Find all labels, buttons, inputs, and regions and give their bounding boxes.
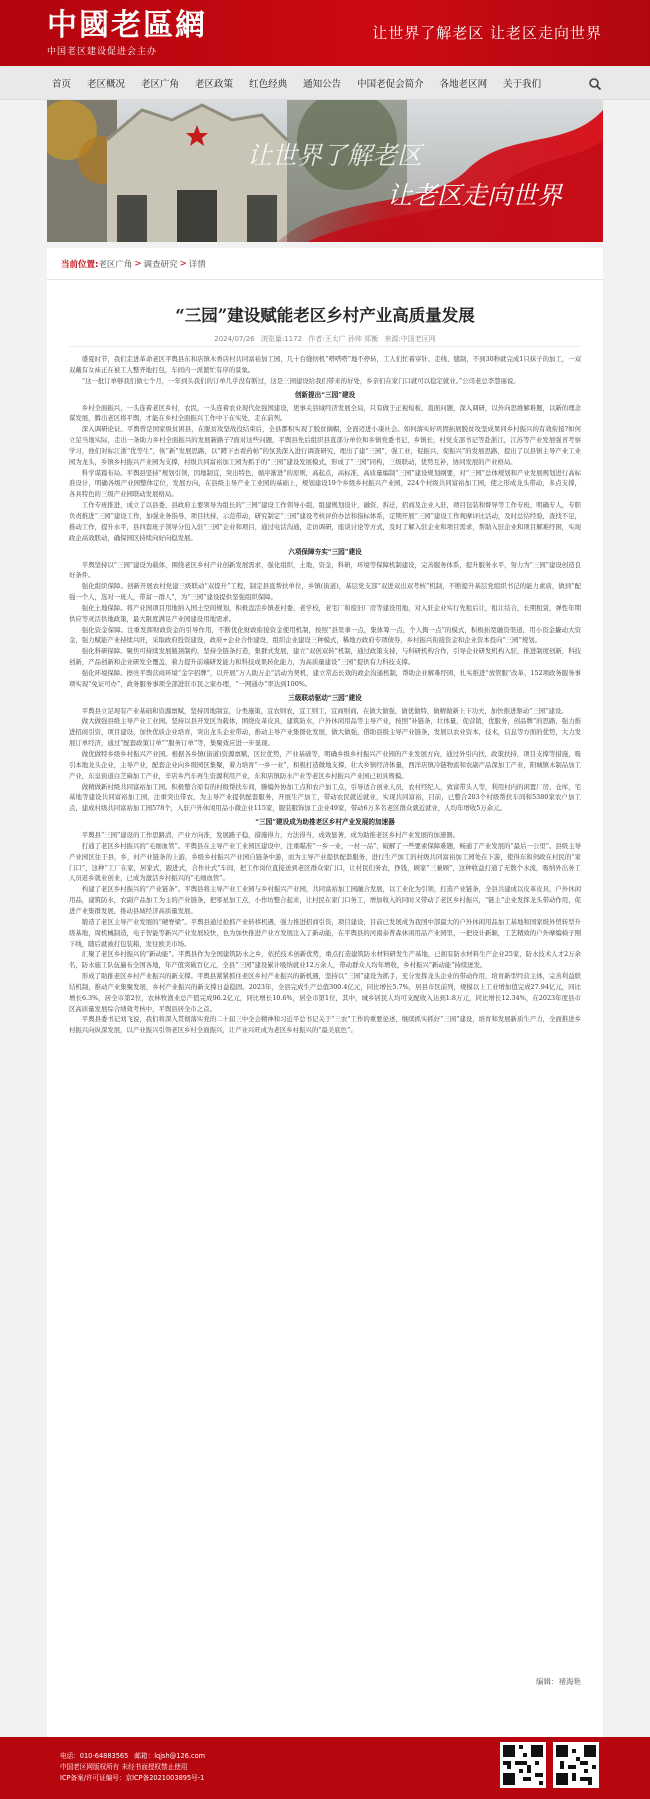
paragraph: 汇聚了老区乡村振兴的“新动能”。平舆县作为全国建筑防水之乡，依托技术创新优势，重点打造建筑防水材料研发生产基地，已拥有防水材料生产企业25家，防水技术人才2万余名，防水施工队伍遍布全国各地，年产值突破百亿元，全县“三园”建设累计吸纳就业12万余人，带动群众人均年增收，乡村振兴“新动能”持续迸发。 — [69, 950, 581, 970]
article-title: “三园”建设赋能老区乡村产业高质量发展 — [175, 306, 475, 325]
paragraph: 做优做特乡级乡村振兴产业园。根据各乡镇(街道)资源禀赋，区位优势，产业基础等，明确乡级乡村振兴产业园的产业发展方向，通过外引内扶，政策扶持，项目支撑等措施，吸引本地龙头企业，主导产业，配套企业向乡级园区集聚，着力培育“一乡一业”，积极打造微地支撑，壮大乡镇经济体量，西洋店镇冷链物流和农副产品深加工产业，阳城镇木制品加工产业，东皇街道白芝麻加工产业，辛店乡汽车再生资源利用产业，东和店镇防水产业等老区乡村振兴产业园已初具规模。 — [69, 750, 581, 780]
paragraph: 强化科研保障。聚焦可持续发展瓶颈制约，坚持全链条打造，集群式发展，建立“双创双转”机制，通过政策支持，与科研机构合作，引导企业研发机构入驻，推进制度创新，科技创新，产品创新和企业研发全覆盖，着力提升前端研发能力和科技成果转化能力，为高质量建设“三园”提供有力科技支撑。 — [69, 647, 581, 667]
paragraph: 强化组织保障。创新开展农村党建三级联动“双提升”工程，制定县直帮扶单位，乡镇(街道)，基层党支部“双进双出双考核”机制，不断提升基层党组织书记的能力素质，做到“配强一个人，选对一班人，带富一群人”，为“三园”建设提供坚强组织保障。 — [69, 582, 581, 602]
title-divider — [69, 346, 581, 347]
paragraph: 盛夏时节，我们走进革命老区平舆县东和店镇木香店村共同富裕加工园，几十台缝纫机“嗒嗒嗒”地不停转，工人们忙着穿针、走线、缝制，不到30秒就完成1只抹子的加工，一双双戴有女袜正在被工人整齐地打包，车间内一派繁忙有序的景象。 — [69, 355, 581, 374]
paragraph: 打通了老区乡村振兴的“毛细血管”。平舆县在主导产业工业园区建设中，注重瞄准“一乡一业，一村一品”，破解了一些要素保障难题，畅通了产业发展的“最后一公里”。县级主导产业园区往于县，乡，村产业链条的上游，乡级乡村振兴产业园自链条中游，而为主导产业提供配套服务，进行生产加工的村级共同富裕加工园处在下游，使得东和剑政在村民的“家门口”，这种“工厂在家，居家式，跟进式，合作社式”车间，把工作岗位直接送到老区群众家门口，让村民们务农，挣钱，顾家“三兼顾”，这种收益打通了无数个水流，吸纳外出务工人员返乡就业创业，已成为激活乡村振兴的“毛细血管”。 — [69, 841, 581, 883]
paragraph: 构建了老区乡村振兴的“产业链条”。平舆县将主导产业工业园与乡村振兴产业园，共同富裕加工园融合发展，以工业化为引领，打造产业链条，全县共建成以皮革皮具，户外休闲用品，建筑防水，农副产品加工为主的产业链条，把零星加工点，小作坊整合起来，让村民在家门口务工，增加收入的同时又带动了老区乡村振兴，“链主”企业发挥龙头带动作用，促进产业集群发展，推动县域经济高质量发展。 — [69, 885, 581, 915]
main-nav — [0, 66, 650, 100]
paragraph: 平舆坚持以“三园”建设为载体，围绕老区乡村产业创新发展需求，强化组织，土地，资金，科研，环境等保障机制建设，完善服务体系，提升服务水平，努力为“三园”建设创造良好条件。 — [69, 560, 581, 580]
qr-code-icon — [553, 1742, 599, 1788]
article-meta — [47, 334, 603, 344]
paragraph: 强化资金保障。注重发挥财政资金的引导作用，不断优化财政衔接资金使用机制，按照“县里拿一点，集体筹一点，个人掏一点”的模式，积极拓宽融资渠道，用小资金撬动大资金，强力赋能产业持续兴旺，采取政府投资建设，政府+企业合作建设，组织企业建设三种模式，稀地方政府专项债券，乡村振兴衔接资金和企业资本投向“三园”规划。 — [69, 625, 581, 645]
nav-item-policy[interactable]: 老区政策 — [195, 79, 234, 90]
article-editor: 编辑：褚海艳 — [536, 1677, 581, 1686]
site-header — [0, 0, 650, 66]
paragraph: 平舆县“三园”建设的工作思路清，产业方向准，发展路子稳，措施得力，方法得当，成效显著，成为助推老区乡村产业发展的加速器。 — [81, 831, 459, 840]
breadcrumb-item-detail: 详情 — [188, 259, 206, 270]
footer-phone: 电话：010-64883565 — [60, 1752, 129, 1760]
paragraph: 做精做新村级共同富裕加工园。积极整合原有的村级帮扶车间，滕编外协加工点和农户加工点，引导适合创业人员，农村经纪人，致富带头人等，利用村内的闲置厂房，仓库，宅基地等建设共同富裕加工园，注重突出带农，为主导产业提供配套服务，开展生产加工，带动农民就近就业，实现共同富裕，目前，已整合203个村级帮扶车间和5380家农户加工点，建成村级共同富裕加工园578个，入驻户外休闲用品小微企业115家，服装服饰加工企业49家，带动6万多名老区群众就近就业，人均年增收5万余元。 — [69, 782, 581, 813]
logo-text: 中國老區網 — [47, 8, 207, 43]
nav-item-notices[interactable]: 通知公告 — [303, 79, 342, 90]
breadcrumb-separator-icon: > — [179, 258, 187, 269]
paragraph: “这一批订单够我们做七个月，一年到头我们的订单几乎没有断过，这是三园建设给我们带来的好处，乡亲们在家门口就可以稳定就业。”公司老总李慧丽说。 — [81, 376, 520, 385]
paragraph: 做大做强县级主导产业工业园。坚持以县开发区为载体，围绕皮革皮具，建筑防水，户外休闲用品等主导产业，按照“补链条，壮体量，促营销，优服务，创品牌”的思路，强力推进招商引资，项目建设，加快优质企业培育，突出龙头企业带动，推动主导产业集群化发展，做大做强，借助县级主导产业链条，发展以农业资本，技术，信息等方面的优势，大力发展订单经济，通过“配套政策订单”“服务订单”等，集聚效应进一步显现。 — [69, 717, 581, 748]
article-source: 来源:中国老区网 — [384, 335, 436, 343]
hero-banner — [47, 100, 603, 242]
nav-item-regional-sites[interactable]: 各地老区网 — [439, 79, 488, 90]
banner-line2: 让老区走向世界 — [387, 181, 563, 210]
nav-item-red-classics[interactable]: 红色经典 — [249, 79, 288, 90]
article-views: 浏览量:1172 — [260, 335, 303, 343]
paragraph: 强化土地保障。将产业园项目用地纳入国土空间规划，积极盘活乡镇老村委，老学校，老宅厂和废旧厂房等建设用地，对入驻企业实行先租后让，租让结合，长期租赁，弹性年期供应等灵活供地政策，最大限度满足产业园建设用地需求。 — [69, 603, 581, 623]
section-heading: 创新提出“三园”建设 — [294, 390, 356, 399]
paragraph: 平舆县委书记刘飞说，我们将深入贯彻落实党的二十届三中全会精神和习近平总书记关于“三农”工作的重要论述，继续抓实抓好“三园”建设，培育和发展新质生产力，全面推进乡村振兴向纵深发展，以产业振兴引领老区乡村全面振兴，让产业兴旺成为老区乡村振兴的“最美底色”。 — [69, 1015, 581, 1035]
paragraph: 深入调研论证。平舆曾是国家级贫困县，在脱贫攻坚战役结束后，全县都积实现了脱贫摘帽，全面迈进小康社会。如何落实好巩固拓展脱贫攻坚成果同乡村振兴的有效衔接?如何立足当地实际，走出一条助力乡村全面振兴的发展新路子?面对这些问题，平舆县先后组织县直部分单位和乡镇党委书记，乡镇长，村党支部书记等赴浙江，江苏等产业发展强省考察学习，他们对标江浙“优等生”，恢“新”发展思路，以“蹲下去看药帖”的氛劲深入进行调查研究，理出了建“三园”，强工业，促振兴，促振兴”的发展思路，提出了以县镇主导产业工业园为龙头，乡镇乡村振兴产业园为支撑，村级共同富裕加工园为抓手的“三园”建设发展模式，形成了“三园”同构，三级联动，优势互补，协同发展的产业格局。 — [69, 425, 581, 466]
paragraph: 乡村全面振兴，一头连着老区乡村，农民，一头连着农业现代化强国建设，更事关县域经济发展全局，只有做于正视短板，直面问题，深入调研，以外向思维解难题，以新的理念谋发展，腾出老区将平舆，才能在乡村全面振兴工作中干在实处，走在前列。 — [69, 403, 581, 423]
nav-item-about[interactable]: 关于我们 — [503, 79, 542, 90]
paragraph: 平舆县立足现有产业基础和资源禀赋，坚持因地制宜，分类施策，宜农则农，宜工则工，宜商则商，在做大做强，做优做特，做精做新上下功夫，加快推进驱动“三园”建设。 — [81, 706, 568, 715]
breadcrumb-item-research[interactable]: 调查研究 — [143, 259, 178, 270]
site-logo[interactable] — [47, 10, 207, 57]
section-heading: 六项保障夯实“三园”建设 — [288, 547, 362, 556]
search-icon[interactable] — [588, 76, 602, 90]
breadcrumb-label: 当前位置: — [61, 259, 99, 270]
article-date: 2024/07/26 — [214, 335, 255, 343]
breadcrumb-item-wide-angle[interactable]: 老区广角 — [98, 259, 133, 270]
paragraph: 锻造了老区主导产业发展的“硬脊梁”。平舆县通过抢抓产业转移机遇，强力推进招商引资，项目建设，目前已发展成为我国中部最大的户外休闲用品加工基地和国家级外贸转型升级基地，周机械制造，电子智能等新兴产业发展较快，也为加快推进产业方发展注入了新动能，在平舆县的河南泰普森休闲用品产业园里，一把设计新颖，工艺精致的户外摩编椅子刚下线，随后就被打包装箱，发往欧美市场。 — [69, 917, 581, 948]
logo-subtitle: 中国老区建设促进会主办 — [47, 47, 158, 57]
section-heading: 三级联动驱动“三园”建设 — [288, 693, 362, 702]
nav-item-overview[interactable]: 老区概况 — [87, 79, 126, 90]
nav-item-association-intro[interactable]: 中国老促会简介 — [357, 79, 424, 90]
nav-item-wide-angle[interactable]: 老区广角 — [141, 79, 180, 90]
article-container — [47, 280, 603, 1737]
paragraph: 工作专班推进，成立了以县委，县政府主要领导为组长的“三园”建设工作领导小组，组建规划设计，融资，拆迁，招商及企业入驻，项目包装和督导等工作专班，明确专人，专职负责推进“三园”建设工作，加强业务指导，项目扶持，示范带动，研究制定“三园”建设考核评价办法和指标体系，定期开展“三园”建设工作观摩评比活动，及时总结经验，查找不足，推动工作，提升水平，县四套班子领导分包入驻“三园”企业和项目，通过电话沟通，走访调研，座谈讨论等方式，及时了解入驻企业和项目需求，帮助入驻企业和项目解难纾困，实现政企高效联动，确保园区持续向好向稳发展。 — [69, 501, 581, 542]
header-slogan: 让世界了解老区 让老区走向世界 — [372, 24, 602, 42]
paragraph: 科学谋篇布局。平舆县坚持“规划引领，因地制宜，突出特色，循序渐进”的原则，高起点，高标准，高质量编制“三园”建设规划纲要，对“三园”总体规划和产业发展规划进行高标准设计，明确各级产业园整体定位，发展方向，在县级主导产业工业园的基础上，规划建设19个乡级乡村振兴产业园，224个村级共同富裕加工园，使之形成龙头带动，多点支撑，各具特色的三级产业园联动发展格局。 — [69, 468, 581, 499]
banner-illustration — [47, 100, 603, 242]
breadcrumb — [47, 248, 603, 280]
banner-line1: 让世界了解老区 — [247, 141, 423, 170]
footer-info — [60, 1751, 205, 1784]
nav-item-home[interactable]: 首页 — [52, 79, 72, 90]
qr-code-icon — [500, 1742, 546, 1788]
article-body — [69, 354, 581, 1036]
footer-icp[interactable]: ICP备案/许可证编号：京ICP备2021003895号-1 — [60, 1774, 205, 1782]
article-authors: 作者:王太广 孙帅 郑衡 — [308, 335, 379, 343]
paragraph: 强化环境保障。擦亮平舆营商环境“金字招牌”，以开展“万人助万企”活动为契机，建立常态长效的政企沟通机制，帮助企业解难纾困，扎实推进“放管服”改革，152项政务服务事项实现“免证可办”，政务服务事项全部进驻市民之家办理，“一网通办”率达到100%。 — [69, 668, 581, 688]
footer-email[interactable]: 邮箱：lqjsh@126.com — [134, 1752, 206, 1760]
footer-copyright: 中国老区网版权所有 未经书面授权禁止使用 — [60, 1763, 188, 1771]
site-footer — [0, 1737, 650, 1799]
section-heading: “三园”建设成为助推老区乡村产业发展的加速器 — [255, 818, 395, 827]
breadcrumb-separator-icon: > — [134, 258, 142, 269]
paragraph: 形成了助推老区乡村产业振兴的新支撑。平舆县紧紧抓住老区乡村产业振兴的新机遇，坚持以“三园”建设为抓手，充分发挥龙头企业的带动作用，培育新型经营主体，完善利益联结机制，推动产业集聚发展，乡村产业振兴的新支撑日益稳固。2023年，全县完成生产总值300.4亿元，同比增长5.7%，居县市区前列，规模以上工业增加值完成27.94亿元，同比增长6.3%，居全市第2位，农林牧渔业总产值完成96.2亿元，同比增长10.6%，居全市第1位，其中，城乡居民人均可支配收入达到1.8万元，同比增长12.34%，在2023年度县市区高质量发展综合绩效考核中，平舆县居全市之首。 — [69, 972, 581, 1013]
